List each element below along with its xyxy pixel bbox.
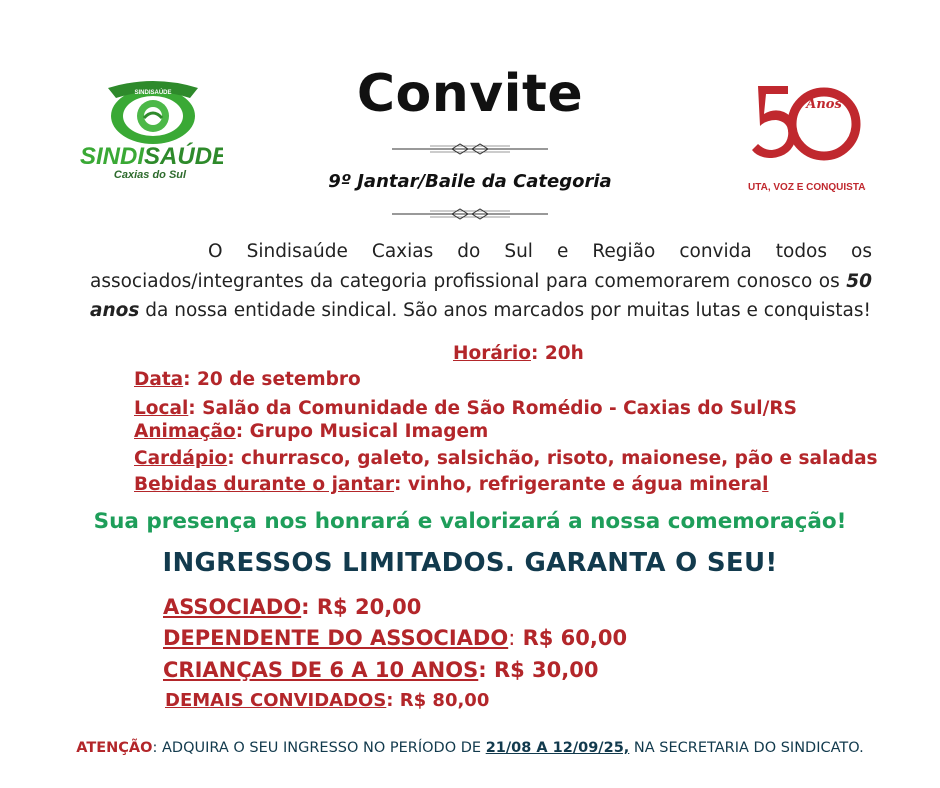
price-demais-label: DEMAIS CONVIDADOS — [165, 690, 387, 711]
intro-text-before: O Sindisaúde Caxias do Sul e Região convida todos os associados/integrantes da categoria profissional para comemorarem conosco os — [90, 241, 872, 292]
price-demais — [165, 690, 489, 711]
detail-data-value: : 20 de setembro — [183, 369, 361, 390]
logo-badge-text: SINDISAÚDE — [134, 90, 172, 96]
detail-local-label: Local — [134, 398, 189, 419]
price-associado — [163, 595, 421, 619]
event-subtitle: 9º Jantar/Baile da Categoria — [328, 171, 612, 192]
page-title: Convite — [356, 64, 584, 124]
logo-name-part1: SINDI — [80, 143, 145, 170]
detail-horario-value: : 20h — [530, 343, 584, 364]
logo-name-part2: SAÚDE — [144, 143, 223, 170]
svg-text:SINDISAÚDE — [80, 142, 223, 170]
detail-cardapio-label: Cardápio — [134, 448, 228, 469]
price-dependente-value: R$ 60,00 — [515, 626, 628, 650]
logo-anos: Anos — [806, 97, 842, 112]
note-text-before: : ADQUIRA O SEU INGRESSO NO PERÍODO DE — [152, 740, 486, 756]
attention-label: ATENÇÃO — [76, 740, 153, 756]
detail-data — [134, 369, 361, 390]
note-dates: 21/08 A 12/09/25, — [485, 740, 630, 756]
logo-slogan: LUTA, VOZ E CONQUISTAS — [748, 182, 866, 193]
price-associado-label: ASSOCIADO — [163, 595, 302, 619]
price-demais-value: : R$ 80,00 — [386, 690, 490, 711]
detail-horario-label: Horário — [453, 343, 531, 364]
detail-animacao — [134, 421, 488, 442]
price-criancas-value: : R$ 30,00 — [478, 658, 599, 682]
price-dependente-sep: : — [508, 626, 516, 650]
detail-bebidas-value: : vinho, refrigerante e água minera — [394, 474, 763, 495]
detail-bebidas — [134, 474, 768, 495]
tickets-heading: INGRESSOS LIMITADOS. GARANTA O SEU! — [162, 548, 778, 578]
green-message: Sua presença nos honrará e valorizará a nossa comemoração! — [93, 509, 847, 534]
attention-note — [0, 740, 940, 756]
detail-bebidas-last-char: l — [762, 474, 769, 495]
ornament-divider-bottom — [390, 208, 550, 220]
logo-city: Caxias do Sul — [113, 169, 187, 181]
intro-emphasis: 50 anos — [90, 270, 872, 321]
ornament-divider-top — [390, 143, 550, 155]
detail-data-label: Data — [134, 369, 184, 390]
price-criancas — [163, 658, 598, 682]
price-associado-value: : R$ 20,00 — [301, 595, 422, 619]
detail-animacao-label: Animação — [134, 421, 236, 442]
detail-animacao-value: : Grupo Musical Imagem — [235, 421, 489, 442]
detail-cardapio — [134, 448, 878, 469]
detail-cardapio-value: : churrasco, galeto, salsichão, risoto, maionese, pão e saladas — [227, 448, 878, 469]
intro-text-after: da nossa entidade sindical. São anos marcados por muitas lutas e conquistas! — [145, 300, 871, 321]
price-dependente-label: DEPENDENTE DO ASSOCIADO — [163, 626, 509, 650]
detail-local-value: : Salão da Comunidade de São Romédio - Caxias do Sul/RS — [188, 398, 797, 419]
detail-horario — [453, 343, 584, 364]
price-dependente — [163, 626, 627, 650]
detail-bebidas-label: Bebidas durante o jantar — [134, 474, 395, 495]
detail-local — [134, 398, 797, 419]
intro-paragraph — [90, 237, 872, 326]
note-text-after: NA SECRETARIA DO SINDICATO. — [629, 740, 864, 756]
price-criancas-label: CRIANÇAS DE 6 A 10 ANOS — [163, 658, 479, 682]
